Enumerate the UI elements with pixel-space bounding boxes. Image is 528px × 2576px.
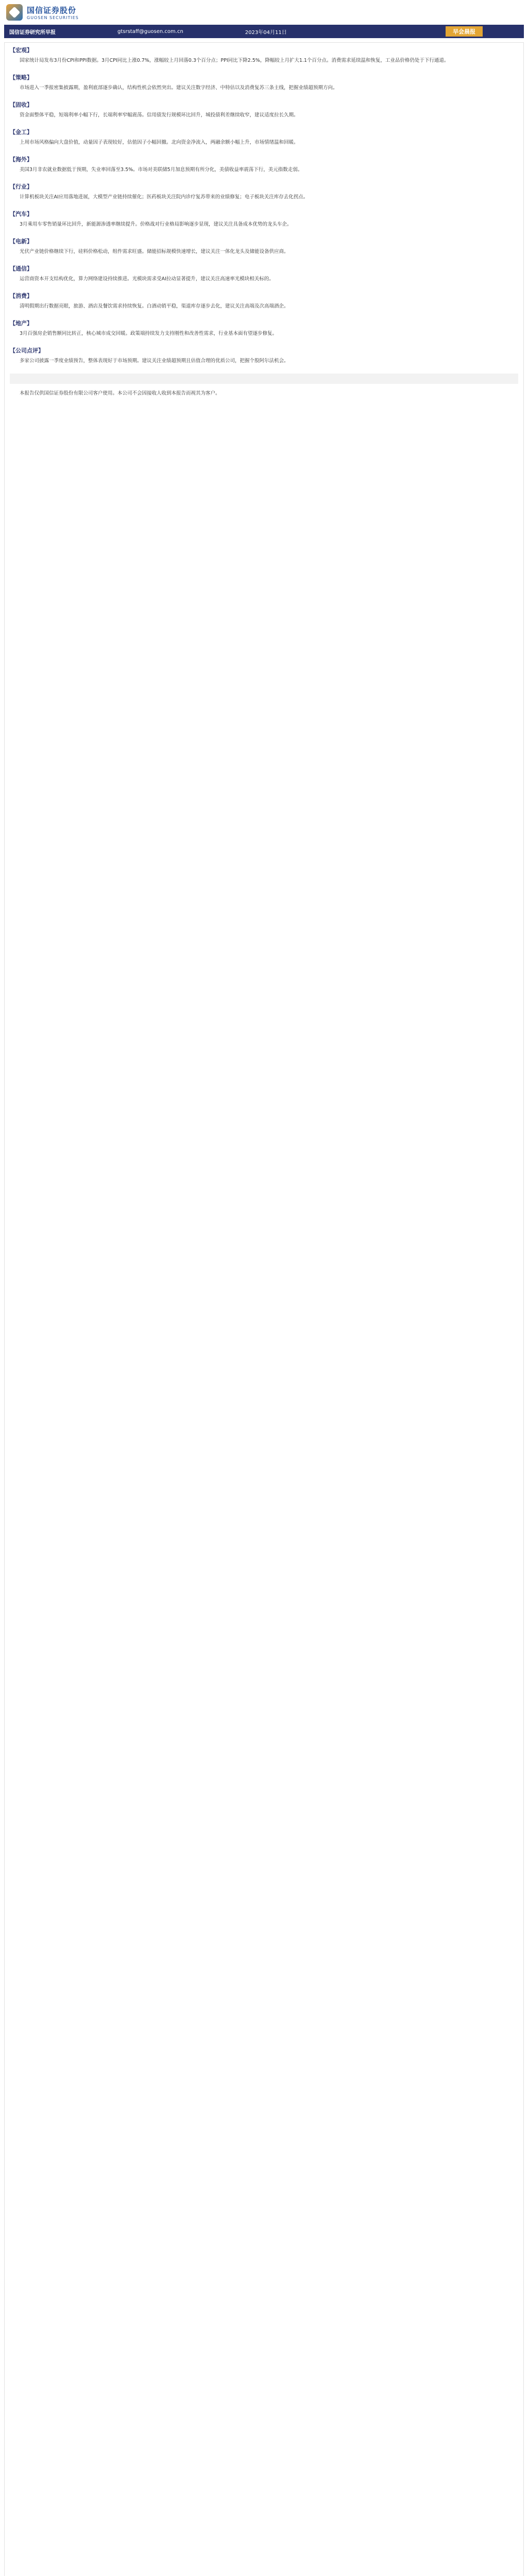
section-title: 【消费】 — [10, 293, 32, 299]
report-section — [10, 182, 518, 201]
disclaimer-text: 本报告仅供国信证券股份有限公司客户使用。本公司不会因接收人收到本报告而视其为客户。 — [20, 391, 220, 396]
section-title: 【汽车】 — [10, 211, 32, 217]
section-title: 【宏观】 — [10, 47, 32, 54]
section-body: 多家公司披露一季度业绩预告，整体表现好于市场预期。建议关注业绩超预期且估值合理的优质公司，把握个股阿尔法机会。 — [20, 358, 289, 364]
section-body: 上周市场风格偏向大盘价值，动量因子表现较好，估值因子小幅回撤。北向资金净流入，两融余额小幅上升，市场情绪温和回暖。 — [20, 140, 299, 145]
section-title: 【通信】 — [10, 265, 32, 272]
contact-email[interactable]: gtsrstaff@guosen.com.cn — [117, 28, 183, 35]
logo-english-name: GUOSEN SECURITIES — [27, 15, 79, 20]
report-content — [4, 42, 524, 2576]
report-section — [10, 292, 518, 311]
report-date: 2023年04月11日 — [245, 29, 287, 36]
section-title: 【行业】 — [10, 183, 32, 190]
title-bar — [4, 25, 524, 38]
section-body: 清明假期出行数据亮眼，旅游、酒店及餐饮需求持续恢复。白酒动销平稳，渠道库存逐步去化，建议关注高端及次高端酒企。 — [20, 303, 289, 309]
divider-bar — [10, 374, 518, 384]
report-section — [10, 237, 518, 256]
morning-report-badge: 早会晨报 — [446, 26, 483, 37]
section-body: 资金面整体平稳，短端利率小幅下行，长端利率窄幅震荡。信用债发行规模环比回升，城投债利差继续收窄，建议适度拉长久期。 — [20, 112, 299, 118]
report-section — [10, 100, 518, 120]
section-title: 【电新】 — [10, 238, 32, 245]
section-body: 国家统计局发布3月份CPI和PPI数据。3月CPI同比上涨0.7%，涨幅较上月回落0.3个百分点；PPI同比下降2.5%，降幅较上月扩大1.1个百分点。消费需求延续温和恢复，工业品价格仍处于下行通道。 — [20, 58, 449, 63]
section-body: 计算机板块关注AI应用落地进展，大模型产业链持续催化；医药板块关注院内诊疗复苏带来的业绩修复；电子板块关注库存去化拐点。 — [20, 194, 309, 200]
section-title: 【策略】 — [10, 74, 32, 81]
section-body: 光伏产业链价格继续下行，硅料价格松动，组件需求旺盛。储能招标规模快速增长，建议关注一体化龙头及储能设备供应商。 — [20, 249, 289, 255]
company-logo-icon — [6, 4, 23, 21]
report-section — [10, 46, 518, 65]
report-header — [0, 0, 528, 25]
report-section — [10, 155, 518, 174]
section-body: 3月百强房企销售额同比转正，核心城市成交回暖。政策端持续发力支持刚性和改善性需求，行业基本面有望逐步修复。 — [20, 331, 278, 336]
section-title: 【固收】 — [10, 101, 32, 108]
section-title: 【海外】 — [10, 156, 32, 163]
report-section — [10, 319, 518, 338]
section-body: 3月乘用车零售销量环比回升，新能源渗透率继续提升。价格战对行业格局影响逐步显现，建议关注具备成本优势的龙头车企。 — [20, 222, 292, 227]
report-title: 国信证券研究所早报 — [9, 29, 56, 36]
report-section — [10, 128, 518, 147]
report-section — [10, 346, 518, 365]
section-title: 【地产】 — [10, 320, 32, 327]
section-title: 【公司点评】 — [10, 347, 44, 354]
section-body: 美国3月非农就业数据低于预期，失业率回落至3.5%。市场对美联储5月加息预期有所分化，美债收益率震荡下行，美元指数走弱。 — [20, 167, 303, 173]
report-section — [10, 210, 518, 229]
section-title: 【金工】 — [10, 129, 32, 135]
section-body: 运营商资本开支结构优化，算力网络建设持续推进。光模块需求受AI拉动显著提升，建议关注高速率光模块相关标的。 — [20, 276, 274, 282]
logo-chinese-name: 国信证券股份 — [27, 6, 77, 15]
section-body: 市场进入一季报密集披露期，盈利底部逐步确认，结构性机会依然突出。建议关注数字经济、中特估以及消费复苏三条主线，把握业绩超预期方向。 — [20, 85, 338, 91]
company-logo-text — [27, 5, 79, 20]
report-section — [10, 73, 518, 92]
report-section — [10, 264, 518, 283]
